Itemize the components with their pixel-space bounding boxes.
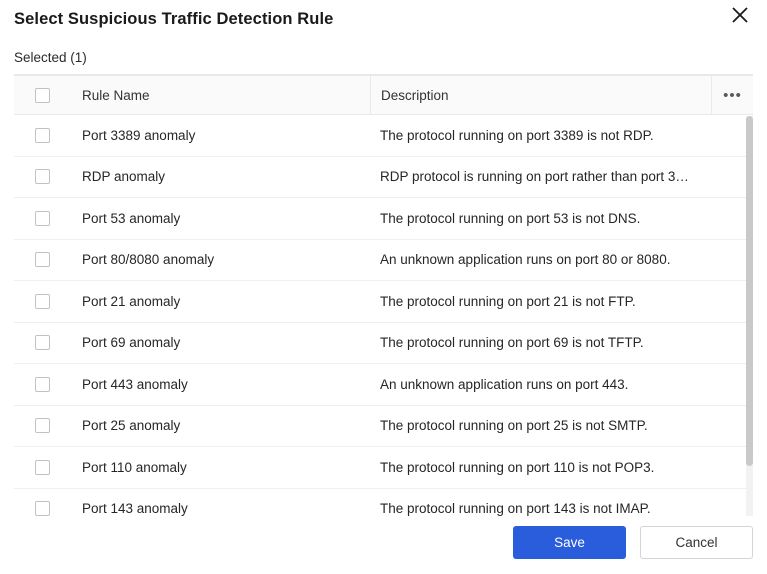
row-checkbox[interactable] (35, 211, 50, 226)
table-row[interactable] (14, 157, 753, 199)
rule-description-cell: The protocol running on port 110 is not POP3. (380, 459, 655, 475)
table-row[interactable] (14, 489, 753, 517)
rule-name-cell: Port 53 anomaly (82, 210, 181, 226)
column-header-rule-name: Rule Name (82, 87, 150, 103)
row-checkbox-cell (14, 501, 70, 516)
row-checkbox-cell (14, 418, 70, 433)
vertical-scrollbar-thumb[interactable] (746, 116, 753, 466)
row-checkbox[interactable] (35, 460, 50, 475)
rule-description-cell: The protocol running on port 3389 is not RDP. (380, 127, 654, 143)
rule-name-cell: Port 25 anomaly (82, 418, 181, 434)
rule-description-cell: An unknown application runs on port 443. (380, 376, 629, 392)
row-checkbox[interactable] (35, 252, 50, 267)
rule-name-cell: Port 443 anomaly (82, 376, 188, 392)
row-checkbox-cell (14, 252, 70, 267)
rule-name-cell: RDP anomaly (82, 169, 166, 185)
rule-description-cell: The protocol running on port 25 is not SMTP. (380, 418, 648, 434)
dialog-header (0, 0, 767, 38)
rule-name-cell: Port 21 anomaly (82, 293, 181, 309)
rule-description-cell: The protocol running on port 21 is not FTP. (380, 293, 636, 309)
rule-description-cell: The protocol running on port 69 is not TFTP. (380, 335, 644, 351)
row-checkbox-cell (14, 128, 70, 143)
selected-count-label: Selected (1) (14, 50, 87, 65)
rule-name-cell: Port 80/8080 anomaly (82, 252, 215, 268)
row-checkbox-cell (14, 377, 70, 392)
rule-description-cell: An unknown application runs on port 80 or 8080. (380, 252, 671, 268)
dialog-title: Select Suspicious Traffic Detection Rule (14, 9, 334, 28)
table-body (14, 115, 753, 516)
rule-name-cell: Port 110 anomaly (82, 459, 187, 475)
row-checkbox[interactable] (35, 377, 50, 392)
row-checkbox[interactable] (35, 418, 50, 433)
row-checkbox-cell (14, 335, 70, 350)
rules-table (14, 74, 753, 516)
row-checkbox[interactable] (35, 294, 50, 309)
rule-name-cell: Port 143 anomaly (82, 501, 188, 516)
save-button[interactable]: Save (513, 526, 626, 559)
select-all-checkbox-cell (14, 88, 70, 103)
rule-description-cell: The protocol running on port 143 is not IMAP. (380, 501, 651, 516)
table-row[interactable] (14, 198, 753, 240)
row-checkbox[interactable] (35, 335, 50, 350)
table-row[interactable] (14, 364, 753, 406)
rule-name-cell: Port 3389 anomaly (82, 127, 196, 143)
column-header-description: Description (370, 76, 711, 114)
row-checkbox[interactable] (35, 501, 50, 516)
rule-name-cell: Port 69 anomaly (82, 335, 181, 351)
column-settings-icon[interactable]: ••• (711, 76, 753, 114)
dialog-footer (0, 516, 767, 574)
row-checkbox-cell (14, 460, 70, 475)
close-icon[interactable] (727, 2, 753, 28)
row-checkbox-cell (14, 211, 70, 226)
rule-description-cell: The protocol running on port 53 is not DNS. (380, 210, 641, 226)
table-row[interactable] (14, 281, 753, 323)
select-all-checkbox[interactable] (35, 88, 50, 103)
rule-description-cell: RDP protocol is running on port rather than port 3… (380, 169, 689, 185)
table-row[interactable] (14, 115, 753, 157)
table-row[interactable] (14, 240, 753, 282)
row-checkbox-cell (14, 294, 70, 309)
row-checkbox[interactable] (35, 169, 50, 184)
table-row[interactable] (14, 447, 753, 489)
row-checkbox[interactable] (35, 128, 50, 143)
table-row[interactable] (14, 406, 753, 448)
table-header-row (14, 75, 753, 115)
cancel-button[interactable]: Cancel (640, 526, 753, 559)
table-row[interactable] (14, 323, 753, 365)
row-checkbox-cell (14, 169, 70, 184)
